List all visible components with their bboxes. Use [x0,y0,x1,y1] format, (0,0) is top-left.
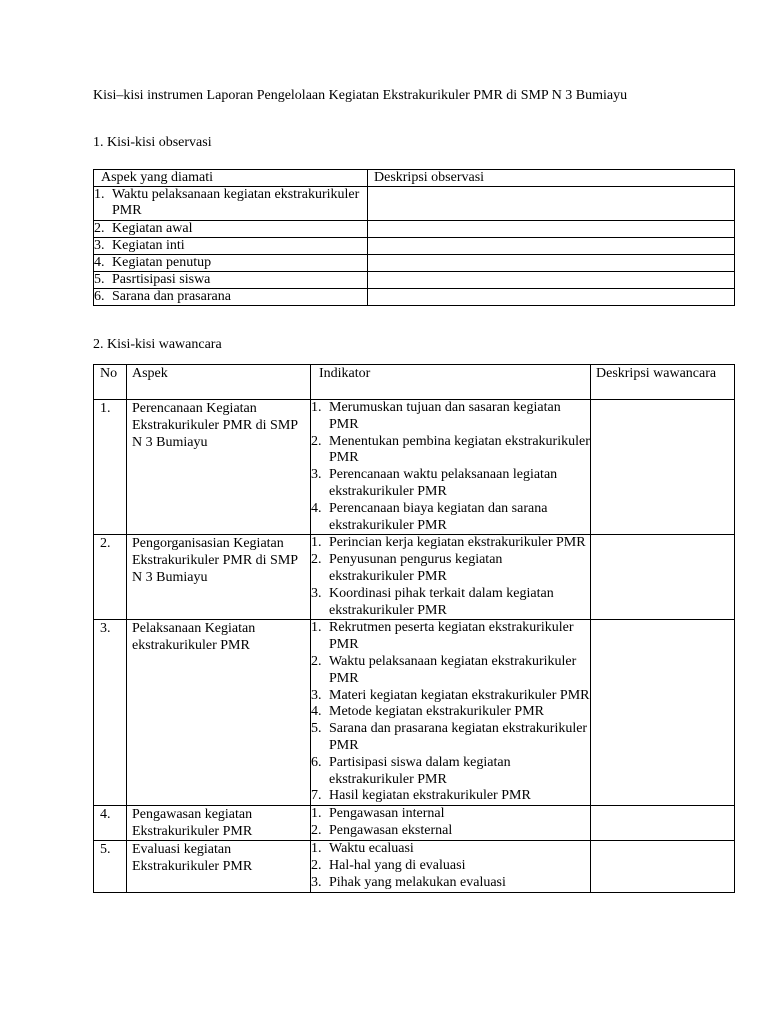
item-number: 1. [311,841,322,857]
table-row [94,255,735,272]
list-item [311,688,590,705]
aspek-cell: Perencanaan Kegiatan Ekstrakurikuler PMR di SMP N 3 Bumiayu [132,401,298,450]
list-item [311,858,590,875]
list-item [311,823,590,840]
item-text: Merumuskan tujuan dan sasaran kegiatan PMR [329,400,561,432]
table-row [94,187,735,221]
item-number: 6. [311,754,322,770]
aspek-cell: Pelaksanaan Kegiatan ekstrakurikuler PMR [132,621,256,654]
indikator-list [311,841,590,891]
table-row [94,841,735,892]
item-number: 7. [311,788,322,804]
item-text: Pengawasan internal [329,806,445,822]
table-row [94,806,735,841]
item-text: Pihak yang melakukan evaluasi [329,874,506,890]
row-number: 5. [100,842,111,858]
description-cell [368,272,735,289]
document-title: Kisi–kisi instrumen Laporan Pengelolaan Kegiatan Ekstrakurikuler PMR di SMP N 3 Bumiayu [93,88,628,103]
list-item [311,434,590,468]
list-item [311,535,590,552]
row-number: 3. [94,238,105,253]
item-number: 2. [311,822,322,838]
item-text: Partisipasi siswa dalam kegiatan ekstrakurikuler PMR [329,754,511,787]
indikator-list [311,535,590,619]
list-item [311,875,590,892]
list-item [311,806,590,823]
interview-table-body [94,400,735,893]
row-number: 1. [100,401,111,416]
description-cell [591,841,735,892]
table-row [94,272,735,289]
item-text: Hal-hal yang di evaluasi [329,857,466,873]
row-number: 2. [94,221,105,236]
item-text: Hasil kegiatan ekstrakurikuler PMR [329,788,531,804]
list-item [311,704,590,721]
list-item [311,400,590,434]
item-text: Waktu ecaluasi [329,841,414,857]
description-cell [591,535,735,620]
item-text: Penyusunan pengurus kegiatan ekstrakurikuler PMR [329,552,503,584]
row-text: Kegiatan inti [112,238,185,253]
table-row [94,620,735,806]
column-header-aspek: Aspek [132,366,168,381]
list-item [311,755,590,789]
description-cell [368,255,735,272]
row-text: Waktu pelaksanaan kegiatan ekstrakurikuler PMR [112,187,360,218]
list-item [311,501,590,535]
row-number: 6. [94,289,105,304]
list-item [311,654,590,688]
item-number: 3. [311,585,322,601]
item-text: Sarana dan prasarana kegiatan ekstrakurikuler PMR [329,721,588,753]
item-number: 5. [311,721,322,737]
interview-table [93,364,735,893]
description-cell [368,238,735,255]
list-item [311,788,590,805]
table-row [94,238,735,255]
list-item [311,467,590,501]
item-number: 1. [311,806,322,822]
row-number: 3. [100,621,111,637]
table-row [94,289,735,306]
description-cell [368,187,735,221]
item-number: 1. [311,535,322,551]
row-number: 2. [100,536,111,552]
item-text: Pengawasan eksternal [329,822,453,838]
description-cell [591,806,735,841]
item-number: 2. [311,433,322,449]
column-header-indikator: Indikator [319,366,371,381]
item-text: Metode kegiatan ekstrakurikuler PMR [329,704,545,720]
aspek-cell: Pengorganisasian Kegiatan Ekstrakurikuler PMR di SMP N 3 Bumiayu [132,536,298,586]
list-item [311,721,590,755]
table-header-row [94,170,735,187]
description-cell [591,400,735,535]
item-number: 3. [311,467,322,483]
item-text: Materi kegiatan kegiatan ekstrakurikuler PMR [329,687,590,703]
description-cell [368,221,735,238]
indikator-list [311,620,590,805]
table-row [94,535,735,620]
row-number: 5. [94,272,105,287]
item-text: Perincian kerja kegiatan ekstrakurikuler PMR [329,535,586,551]
item-number: 2. [311,857,322,873]
column-header-no: No [100,366,118,381]
table-header-row [94,365,735,400]
row-number: 4. [100,807,111,823]
item-number: 4. [311,704,322,720]
table-row [94,400,735,535]
column-header-deskripsi: Deskripsi observasi [374,170,485,185]
item-number: 4. [311,500,322,516]
column-header-deskripsi: Deskripsi wawancara [596,366,717,381]
item-text: Perencanaan waktu pelaksanaan legiatan ekstrakurikuler PMR [329,467,558,499]
list-item [311,552,590,586]
indikator-list [311,400,590,534]
indikator-list [311,806,590,840]
observation-table [93,169,735,306]
row-text: Sarana dan prasarana [112,289,231,304]
item-text: Waktu pelaksanaan kegiatan ekstrakurikuler PMR [329,653,577,686]
section-2-heading: 2. Kisi-kisi wawancara [93,337,222,352]
item-text: Rekrutmen peserta kegiatan ekstrakurikuler PMR [329,620,574,653]
item-text: Perencanaan biaya kegiatan dan sarana ekstrakurikuler PMR [329,500,548,533]
description-cell [368,289,735,306]
item-number: 1. [311,400,322,415]
item-number: 3. [311,874,322,890]
item-number: 3. [311,687,322,703]
item-text: Menentukan pembina kegiatan ekstrakurikuler PMR [329,433,590,466]
row-text: Kegiatan penutup [112,255,212,270]
list-item [311,586,590,620]
column-header-aspek: Aspek yang diamati [101,170,213,185]
item-number: 2. [311,653,322,669]
list-item [311,841,590,858]
row-text: Kegiatan awal [112,221,193,236]
item-number: 1. [311,620,322,636]
list-item [311,620,590,654]
section-1-heading: 1. Kisi-kisi observasi [93,135,212,150]
aspek-cell: Pengawasan kegiatan Ekstrakurikuler PMR [132,807,253,840]
item-number: 2. [311,552,322,568]
row-text: Pasrtisipasi siswa [112,272,211,287]
row-number: 1. [94,187,105,202]
aspek-cell: Evaluasi kegiatan Ekstrakurikuler PMR [132,842,253,875]
table-row [94,221,735,238]
item-text: Koordinasi pihak terkait dalam kegiatan ekstrakurikuler PMR [329,585,554,618]
description-cell [591,620,735,806]
row-number: 4. [94,255,105,270]
